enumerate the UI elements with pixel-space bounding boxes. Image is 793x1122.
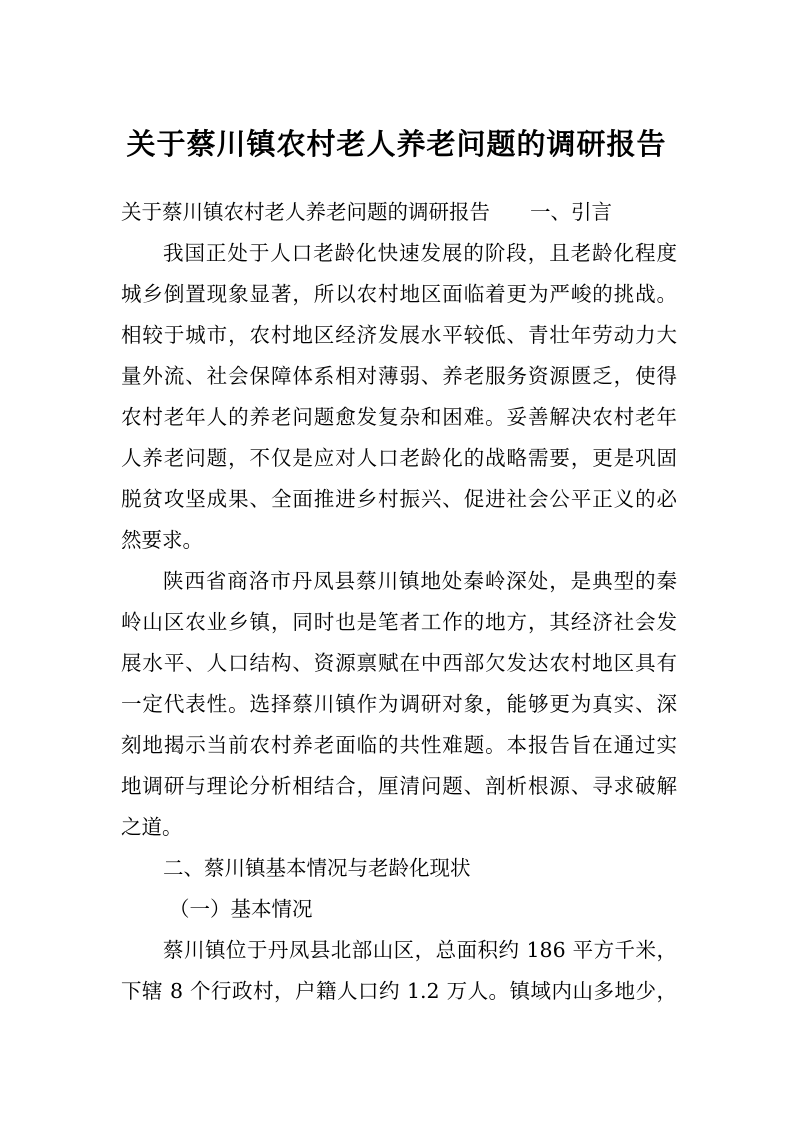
section-heading-intro: 一、引言 <box>530 200 612 224</box>
paragraph-line: 人养老问题，不仅是应对人口老龄化的战略需要，更是巩固 <box>121 446 677 470</box>
lead-line <box>121 192 677 233</box>
paragraph-line: 刻地揭示当前农村养老面临的共性难题。本报告旨在通过实 <box>121 733 677 757</box>
paragraph-line: 我国正处于人口老龄化快速发展的阶段，且老龄化程度 <box>163 241 677 265</box>
lead-repeat-title: 关于蔡川镇农村老人养老问题的调研报告 <box>121 200 490 224</box>
paragraph-line: 量外流、社会保障体系相对薄弱、养老服务资源匮乏，使得 <box>121 364 677 388</box>
paragraph-line: 地调研与理论分析相结合，厘清问题、剖析根源、寻求破解 <box>121 774 677 798</box>
paragraph-line: 相较于城市，农村地区经济发展水平较低、青壮年劳动力大 <box>121 323 677 347</box>
paragraph-line: 之道。 <box>121 815 183 839</box>
paragraph-line: 脱贫攻坚成果、全面推进乡村振兴、促进社会公平正义的必 <box>121 487 677 511</box>
paragraph-line: 蔡川镇位于丹凤县北部山区，总面积约 186 平方千米， <box>163 938 677 962</box>
paragraph-line: 下辖 8 个行政村，户籍人口约 1.2 万人。镇域内山多地少， <box>121 979 677 1003</box>
paragraph-line: 岭山区农业乡镇，同时也是笔者工作的地方，其经济社会发 <box>121 610 677 634</box>
paragraph-line: 城乡倒置现象显著，所以农村地区面临着更为严峻的挑战。 <box>121 282 677 306</box>
paragraph-line: 然要求。 <box>121 528 203 552</box>
subsection-heading: （一）基本情况 <box>169 897 313 921</box>
section-heading: 二、蔡川镇基本情况与老龄化现状 <box>163 856 471 880</box>
paragraph-line: 一定代表性。选择蔡川镇作为调研对象，能够更为真实、深 <box>121 692 677 716</box>
paragraph-line: 农村老年人的养老问题愈发复杂和困难。妥善解决农村老年 <box>121 405 677 429</box>
document-body <box>121 192 677 1012</box>
paragraph-line: 展水平、人口结构、资源禀赋在中西部欠发达农村地区具有 <box>121 651 677 675</box>
paragraph-line: 陕西省商洛市丹凤县蔡川镇地处秦岭深处，是典型的秦 <box>163 569 677 593</box>
document-title: 关于蔡川镇农村老人养老问题的调研报告 <box>126 127 667 161</box>
